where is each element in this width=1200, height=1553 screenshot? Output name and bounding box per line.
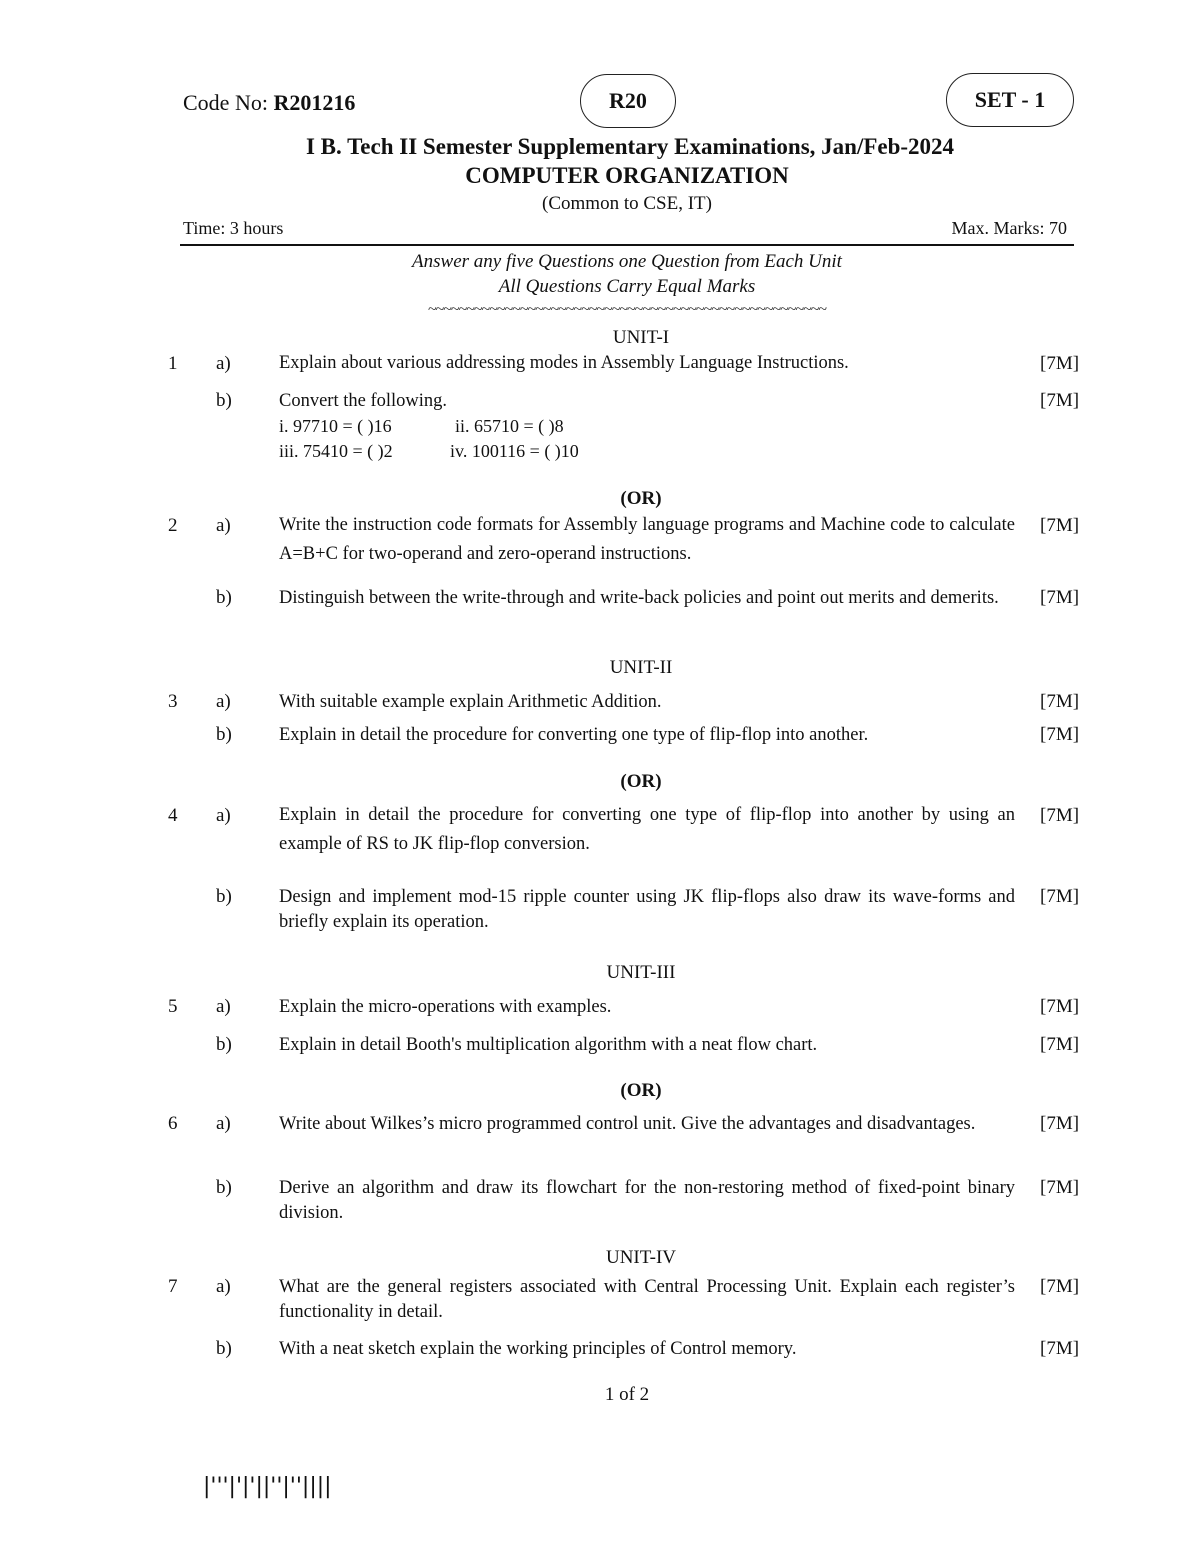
question-number: 7 <box>168 1276 178 1297</box>
marks: [7M] <box>1040 353 1080 374</box>
part-label: b) <box>216 1034 232 1055</box>
part-label: b) <box>216 886 232 907</box>
question-text: With a neat sketch explain the working principles of Control memory. <box>279 1339 797 1359</box>
part-label: b) <box>216 1177 232 1198</box>
question-text: Explain in detail Booth's multiplication algorithm with a neat flow chart. <box>279 1035 818 1055</box>
part-label: b) <box>216 1338 232 1359</box>
conversion-item: ii. 65710 = ( )8 <box>455 416 564 436</box>
conversion-item: iv. 100116 = ( )10 <box>450 441 579 461</box>
unit-heading: UNIT-III <box>606 962 676 983</box>
conversion-item: i. 97710 = ( )16 <box>279 416 392 436</box>
marks: [7M] <box>1040 1338 1080 1359</box>
part-label: a) <box>216 805 231 826</box>
question-number: 2 <box>168 515 178 536</box>
marks: [7M] <box>1040 1113 1080 1134</box>
marks: [7M] <box>1040 587 1080 608</box>
barcode: |'''|'|'||''|''|||| <box>203 1474 332 1499</box>
common-branches: (Common to CSE, IT) <box>542 193 712 214</box>
code-label: Code No: <box>183 90 268 115</box>
marks: [7M] <box>1040 691 1080 712</box>
or-separator: (OR) <box>620 1080 662 1101</box>
max-marks: Max. Marks: 70 <box>951 218 1067 238</box>
tilde-separator: ~~~~~~~~~~~~~~~~~~~~~~~~~~~~~~~~~~~~~~~~~~~~~~~~~~~~ <box>427 301 827 318</box>
question-text: Explain the micro-operations with examples. <box>279 997 612 1017</box>
part-label: b) <box>216 390 232 411</box>
marks: [7M] <box>1040 1276 1080 1297</box>
or-separator: (OR) <box>620 771 662 792</box>
instruction-line-2: All Questions Carry Equal Marks <box>498 276 756 297</box>
marks: [7M] <box>1040 805 1080 826</box>
unit-heading: UNIT-II <box>609 657 673 678</box>
question-text: Explain in detail the procedure for converting one type of flip-flop into another by using an example of RS to JK flip-flop conversion. <box>279 805 1015 854</box>
question-number: 6 <box>168 1113 178 1134</box>
exam-title: I B. Tech II Semester Supplementary Examinations, Jan/Feb-2024 <box>305 134 955 159</box>
subject-title: COMPUTER ORGANIZATION <box>465 163 789 188</box>
marks: [7M] <box>1040 390 1080 411</box>
set-badge: SET - 1 <box>946 73 1074 127</box>
question-text: Write the instruction code formats for Assembly language programs and Machine code to calculate A=B+C for two-operand and zero-operand instructions. <box>279 515 1015 564</box>
question-text: Convert the following. <box>279 391 448 411</box>
marks: [7M] <box>1040 724 1080 745</box>
code-value: R201216 <box>273 90 356 115</box>
part-label: a) <box>216 1276 231 1297</box>
part-label: a) <box>216 1113 231 1134</box>
question-number: 4 <box>168 805 178 826</box>
question-text: Explain in detail the procedure for converting one type of flip-flop into another. <box>279 725 869 745</box>
question-text: What are the general registers associated with Central Processing Unit. Explain each register’s functionality in detail. <box>279 1277 1015 1322</box>
question-text: Design and implement mod-15 ripple counter using JK flip-flops also draw its wave-forms and briefly explain its operation. <box>279 887 1015 932</box>
marks: [7M] <box>1040 996 1080 1017</box>
question-number: 5 <box>168 996 178 1017</box>
regulation-badge: R20 <box>580 74 676 128</box>
question-text: Distinguish between the write-through and write-back policies and point out merits and demerits. <box>279 588 999 608</box>
page-number: 1 of 2 <box>604 1384 650 1405</box>
unit-heading: UNIT-IV <box>605 1247 676 1268</box>
exam-time: Time: 3 hours <box>183 218 284 238</box>
part-label: a) <box>216 996 231 1017</box>
marks: [7M] <box>1040 886 1080 907</box>
or-separator: (OR) <box>620 488 662 509</box>
question-text: Explain about various addressing modes in Assembly Language Instructions. <box>279 353 849 373</box>
question-text: Write about Wilkes’s micro programmed control unit. Give the advantages and disadvantages. <box>279 1114 976 1134</box>
conversion-item: iii. 75410 = ( )2 <box>279 441 393 461</box>
unit-heading: UNIT-I <box>612 327 670 348</box>
question-number: 3 <box>168 691 178 712</box>
part-label: a) <box>216 691 231 712</box>
question-text: With suitable example explain Arithmetic Addition. <box>279 692 662 712</box>
part-label: b) <box>216 587 232 608</box>
marks: [7M] <box>1040 515 1080 536</box>
instruction-line-1: Answer any five Questions one Question from Each Unit <box>412 251 842 272</box>
question-text: Derive an algorithm and draw its flowchart for the non-restoring method of fixed-point binary division. <box>279 1178 1015 1223</box>
part-label: a) <box>216 353 231 374</box>
header-divider <box>180 244 1074 246</box>
part-label: b) <box>216 724 232 745</box>
marks: [7M] <box>1040 1177 1080 1198</box>
marks: [7M] <box>1040 1034 1080 1055</box>
question-number: 1 <box>168 353 178 374</box>
code-number <box>183 90 355 116</box>
part-label: a) <box>216 515 231 536</box>
